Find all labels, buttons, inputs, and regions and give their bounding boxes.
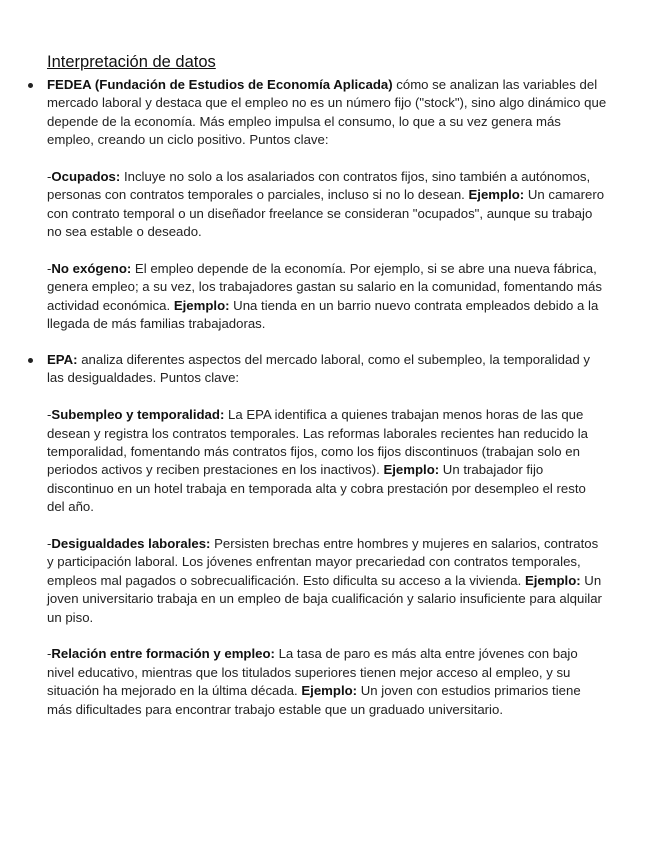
example-label: Ejemplo: — [173, 297, 230, 313]
point-dash: - — [47, 261, 52, 277]
section-intro — [47, 351, 607, 388]
example-text: Un joven universitario trabaja en un empleo de baja cualificación y salario insuficiente para alquilar un piso. — [47, 572, 602, 625]
example-label: Ejemplo: — [301, 683, 358, 699]
key-point — [47, 260, 607, 334]
bullet-icon — [28, 83, 33, 88]
example-text: Un camarero con contrato temporal o un diseñador freelance se consideran "ocupados", aunque su trabajo no sea estable o deseado. — [47, 187, 605, 240]
example-text: Una tienda en un barrio nuevo contrata empleados debido a la llegada de más familias trabajadoras. — [47, 297, 599, 332]
point-dash: - — [47, 536, 52, 552]
section-intro-text: analiza diferentes aspectos del mercado laboral, como el subempleo, la temporalidad y las desigualdades. Puntos clave: — [47, 352, 590, 386]
point-heading: Desigualdades laborales: — [51, 536, 211, 552]
example-label: Ejemplo: — [524, 572, 581, 588]
point-text: Incluye no solo a los asalariados con contratos fijos, sino también a autónomos, personas con contratos temporales o parciales, incluso si no lo desean. — [47, 169, 591, 203]
point-heading: No exógeno: — [51, 261, 132, 277]
example-text: Un trabajador fijo discontinuo en un hotel trabaja en temporada alta y cobra prestación por desempleo el resto del año. — [47, 462, 586, 515]
section-heading: FEDEA (Fundación de Estudios de Economía Aplicada) — [47, 77, 393, 92]
section-intro-text: cómo se analizan las variables del mercado laboral y destaca que el empleo no es un número fijo ("stock"), sino algo dinámico que depende de la economía. Más empleo impulsa el consumo, lo que a su vez genera más empleo, creando un ciclo positivo. Puntos clave: — [47, 77, 607, 148]
key-point — [47, 406, 607, 516]
bullet-icon — [28, 358, 33, 363]
point-dash: - — [47, 407, 52, 423]
point-text: Persisten brechas entre hombres y mujeres en salarios, contratos y participación laboral. Los jóvenes enfrentan mayor precariedad con contratos temporales, empleos mal pagados o sobrecualificación. Esto dificulta su acceso a la vivienda. — [47, 536, 599, 588]
example-label: Ejemplo: — [383, 462, 440, 478]
key-point — [47, 535, 607, 627]
point-text: La tasa de paro es más alta entre jóvenes con bajo nivel educativo, mientras que los titulados superiores tienen mejor acceso al empleo, y su situación ha mejorado en la última década. — [47, 646, 578, 699]
page-title: Interpretación de datos — [47, 53, 216, 71]
section-epa — [47, 351, 607, 719]
point-dash: - — [47, 169, 52, 185]
point-text: La EPA identifica a quienes trabajan menos horas de las que desean y registra los contratos temporales. Las reformas laborales recientes han reducido la temporalidad, fomentando más contratos fijos, como los fijos discontinuos (trabajan solo en periodos activos y reciben prestaciones en los inactivos). — [47, 407, 588, 478]
section-intro — [47, 76, 607, 150]
key-point — [47, 168, 607, 242]
section-heading: EPA: — [47, 352, 78, 367]
point-heading: Subempleo y temporalidad: — [51, 407, 225, 423]
example-label: Ejemplo: — [468, 187, 525, 203]
section-fedea — [47, 76, 607, 334]
point-text: El empleo depende de la economía. Por ejemplo, si se abre una nueva fábrica, genera empleo; a su vez, los trabajadores gastan su salario en la comunidad, fomentando más actividad económica. — [47, 261, 602, 313]
example-text: Un joven con estudios primarios tiene más dificultades para encontrar trabajo estable que un graduado universitario. — [47, 683, 581, 717]
point-heading: Ocupados: — [51, 169, 121, 185]
key-point — [47, 645, 607, 719]
point-dash: - — [47, 646, 52, 662]
point-heading: Relación entre formación y empleo: — [51, 646, 275, 662]
